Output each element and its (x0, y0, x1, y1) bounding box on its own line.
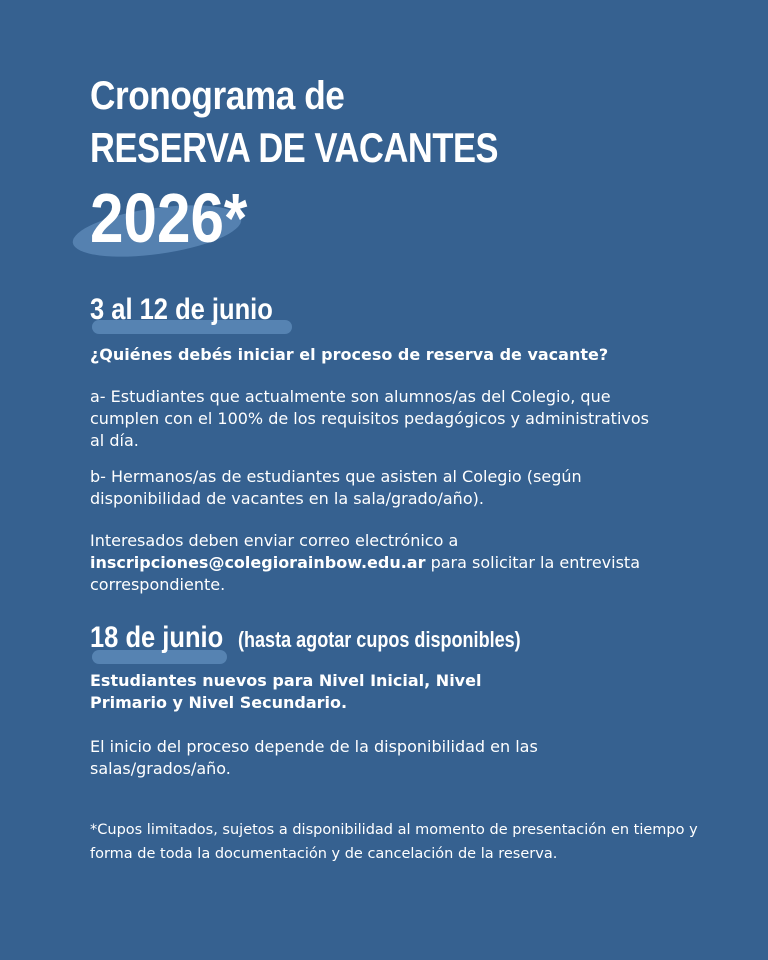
section1-date-header (90, 292, 305, 328)
section1-item-b: b- Hermanos/as de estudiantes que asisten al Colegio (según disponibilidad de vacantes en la sala/grado/año). (90, 467, 582, 508)
section2-note: (hasta agotar cupos disponibles) (237, 627, 521, 652)
title-block (90, 72, 588, 258)
footnote: *Cupos limitados, sujetos a disponibilidad al momento de presentación en tiempo y forma de toda la documentación y de cancelación de la reserva. (90, 822, 698, 862)
section1-date: 3 al 12 de junio (90, 293, 273, 326)
contact-email-link[interactable]: inscripciones@colegiorainbow.edu.ar (90, 553, 426, 572)
section2-heading: Estudiantes nuevos para Nivel Inicial, Nivel Primario y Nivel Secundario. (90, 671, 482, 712)
section2-body: El inicio del proceso depende de la disponibilidad en las salas/grados/año. (90, 737, 538, 778)
section2-date: 18 de junio (90, 621, 224, 654)
title-line-1: Cronograma de (90, 74, 345, 118)
year-wrap (90, 178, 588, 258)
section1-item-a: a- Estudiantes que actualmente son alumnos/as del Colegio, que cumplen con el 100% de los requisitos pedagógicos y administrativos al día. (90, 387, 649, 450)
contact-prefix: Interesados deben enviar correo electrónico a (90, 531, 459, 550)
section1-contact (90, 530, 650, 596)
section1-question: ¿Quiénes debés iniciar el proceso de reserva de vacante? (90, 345, 609, 364)
title-year: 2026* (90, 179, 248, 257)
contact-suffix: para solicitar la entrevista correspondiente. (90, 553, 640, 594)
title-line-2: RESERVA DE VACANTES (90, 124, 499, 171)
section2-date-header (90, 620, 583, 658)
